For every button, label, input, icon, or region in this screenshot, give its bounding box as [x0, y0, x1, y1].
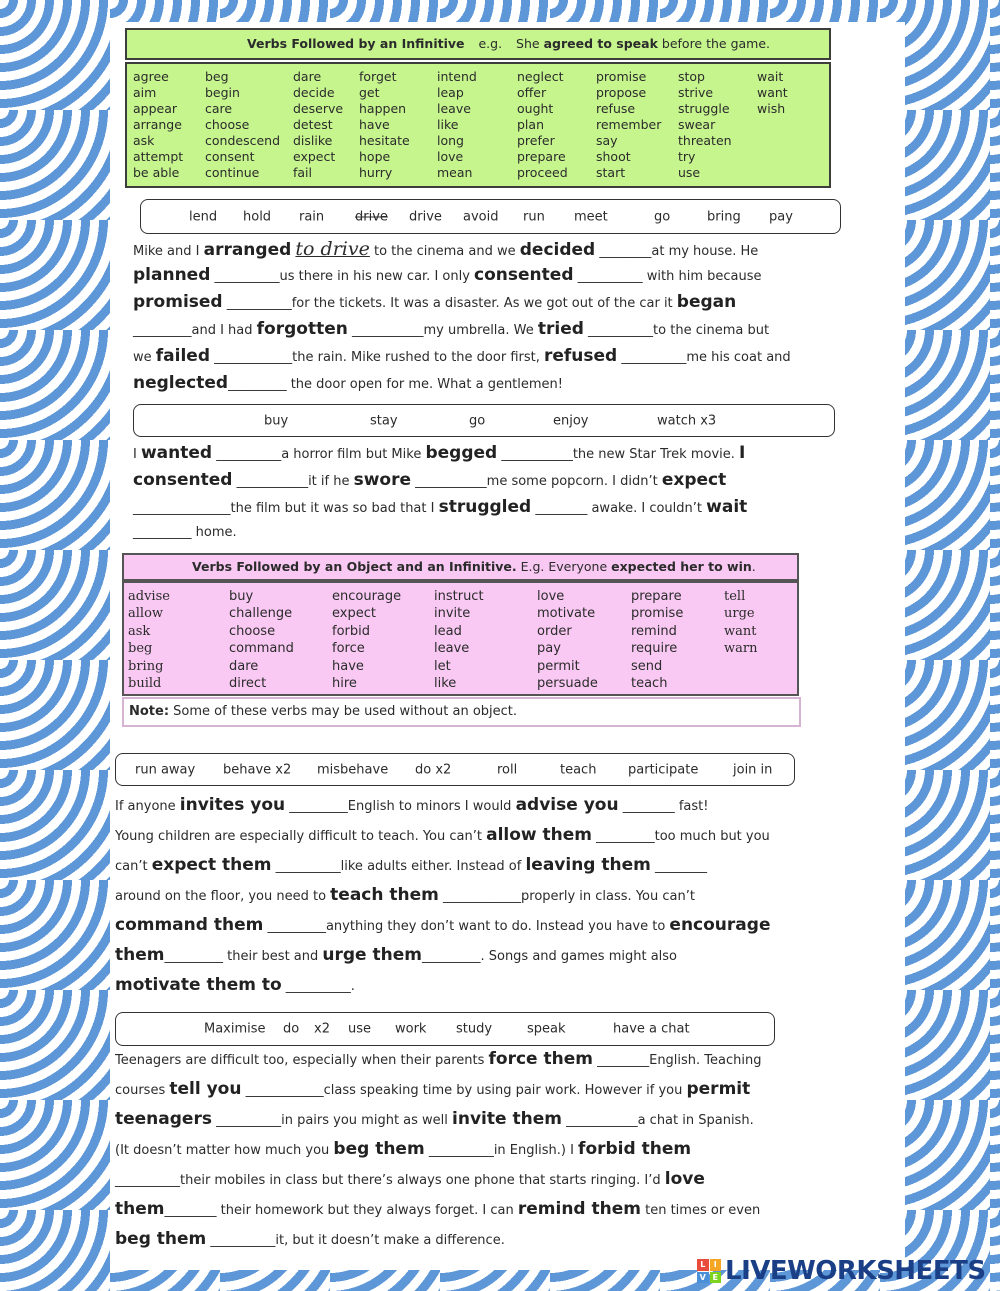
verb-item: urge: [724, 606, 755, 622]
verb-item: fail: [293, 165, 313, 180]
verb-item: like: [437, 117, 459, 132]
verb-item: leap: [437, 85, 464, 100]
verb-item: expect: [332, 606, 376, 622]
word-box-item: behave x2: [223, 762, 292, 777]
object-infinitive-verbs-title: Verbs Followed by an Object and an Infinitive. E.g. Everyone expected her to win.: [122, 553, 799, 581]
text-line: I wanted __________a horror film but Mike begged ___________the new Star Trek movie. I: [133, 443, 746, 463]
verb-column: [678, 69, 757, 181]
verb-item: arrange: [133, 117, 182, 132]
word-box-item: bring: [707, 209, 741, 224]
word-box-item: meet: [574, 209, 608, 224]
verb-item: decide: [293, 85, 335, 100]
text-line: Young children are especially difficult to teach. You can’t allow them _________too much but you: [115, 825, 770, 845]
verb-item: continue: [205, 165, 260, 180]
word-box-1: [140, 199, 841, 234]
word-box-item: use: [348, 1021, 372, 1037]
verb-item: invite: [434, 606, 471, 622]
verb-item: dare: [229, 658, 259, 674]
word-box-item: drive: [409, 209, 442, 224]
verb-item: motivate: [537, 606, 596, 622]
verb-item: intend: [437, 69, 477, 84]
liveworksheets-logo[interactable]: [697, 1256, 986, 1286]
verb-item: hope: [359, 149, 391, 164]
text-line: we failed ____________the rain. Mike rushed to the door first, refused __________me his coat and: [133, 346, 791, 366]
verb-item: choose: [205, 117, 250, 132]
word-box-item: teach: [560, 762, 597, 777]
word-box-2: [133, 404, 835, 437]
text-line: around on the floor, you need to teach them ____________properly in class. You can’t: [115, 885, 695, 905]
word-box-item: watch x3: [657, 413, 717, 428]
verb-item: allow: [128, 606, 164, 622]
verb-item: forbid: [332, 623, 370, 639]
verb-item: condescend: [205, 133, 280, 148]
text-line: _______________the film but it was so bad that I struggled ________ awake. I couldn’t wait: [133, 497, 748, 517]
verb-item: want: [724, 623, 757, 639]
verb-item: bring: [128, 658, 164, 674]
verb-column: [437, 69, 517, 181]
verb-column: [359, 69, 437, 181]
verb-column: [537, 588, 631, 692]
verb-column: [229, 588, 332, 692]
text-line: consented ___________it if he swore ___________me some popcorn. I didn’t expect: [133, 470, 727, 490]
verb-item: consent: [205, 149, 255, 164]
verb-item: love: [437, 149, 464, 164]
word-box-item: work: [395, 1021, 427, 1037]
verb-item: ask: [133, 133, 155, 148]
verb-column: [128, 588, 229, 692]
verb-item: detest: [293, 117, 333, 132]
verb-item: wait: [757, 69, 784, 84]
word-box-item-used: drive: [355, 209, 388, 224]
word-box-item: stay: [370, 413, 398, 428]
verb-item: like: [434, 675, 457, 691]
text-line: beg them __________it, but it doesn’t make a difference.: [115, 1229, 505, 1249]
verb-item: deserve: [293, 101, 344, 116]
word-box-3: [115, 753, 795, 786]
note-box: Note: Some of these verbs may be used without an object.: [122, 697, 801, 727]
verb-item: hesitate: [359, 133, 410, 148]
text-line: __________their mobiles in class but there’s always one phone that starts ringing. I’d love: [115, 1169, 705, 1189]
verb-item: lead: [434, 623, 462, 639]
verb-item: have: [332, 658, 364, 674]
text-line: courses tell you ____________class speaking time by using pair work. However if you permit: [115, 1079, 751, 1099]
verb-column: [133, 69, 205, 181]
verb-item: prefer: [517, 133, 555, 148]
word-box-4: [115, 1012, 775, 1046]
verb-column: [517, 69, 596, 181]
verb-item: aim: [133, 85, 157, 100]
verb-item: threaten: [678, 133, 732, 148]
word-box-item: Maximise: [204, 1021, 266, 1037]
text-line: (It doesn’t matter how much you beg them __________in English.) I forbid them: [115, 1139, 692, 1159]
text-line: Mike and I arranged to drive to the cinema and we decided ________at my house. He: [133, 238, 759, 260]
verb-item: begin: [205, 85, 240, 100]
verb-item: promise: [596, 69, 647, 84]
logo-mark-cell: V: [697, 1272, 709, 1284]
text-line: Teenagers are difficult too, especially when their parents force them ________English. Teaching: [115, 1049, 762, 1069]
verb-column: [724, 588, 784, 692]
verb-column: [293, 69, 359, 181]
verb-item: shoot: [596, 149, 631, 164]
logo-mark-cell: I: [710, 1259, 722, 1271]
verb-item: have: [359, 117, 390, 132]
word-box-item: go: [469, 413, 486, 428]
verb-item: remind: [631, 623, 677, 639]
verb-item: propose: [596, 85, 647, 100]
word-box-item: join in: [733, 762, 773, 777]
word-box-item: do x2: [415, 762, 452, 777]
verb-item: warn: [724, 641, 758, 657]
verb-item: ask: [128, 623, 151, 639]
verb-item: persuade: [537, 675, 598, 691]
word-box-item: lend: [189, 209, 218, 224]
logo-mark-cell: E: [710, 1272, 722, 1284]
word-box-item: run: [523, 209, 545, 224]
verb-item: forget: [359, 69, 397, 84]
verb-item: choose: [229, 623, 276, 639]
text-line: _________and I had forgotten ___________my umbrella. We tried __________to the cinema but: [133, 319, 770, 339]
verb-column: [332, 588, 434, 692]
logo-mark-icon: [697, 1259, 721, 1283]
verb-item: neglect: [517, 69, 564, 84]
text-line: command them _________anything they don’t want to do. Instead you have to encourage: [115, 915, 771, 935]
text-line: If anyone invites you _________English to minors I would advise you ________ fast!: [115, 795, 709, 815]
text-line: them________ their homework but they always forget. I can remind them ten times or even: [115, 1199, 761, 1219]
verb-item: beg: [205, 69, 229, 84]
verb-item: wish: [757, 101, 786, 116]
text-line: motivate them to __________.: [115, 975, 355, 995]
verb-item: pay: [537, 641, 561, 657]
verb-item: dare: [293, 69, 322, 84]
word-box-item: hold: [243, 209, 272, 224]
word-box-item: avoid: [463, 209, 499, 224]
verb-item: encourage: [332, 589, 402, 604]
verb-item: expect: [293, 149, 336, 164]
verb-column: [434, 588, 537, 692]
verb-item: proceed: [517, 165, 568, 180]
verb-item: teach: [631, 675, 668, 691]
verb-item: appear: [133, 101, 178, 116]
verb-item: offer: [517, 85, 547, 100]
verb-item: refuse: [596, 101, 636, 116]
text-line: planned __________us there in his new car. I only consented __________ with him because: [133, 265, 762, 285]
verb-item: remember: [596, 117, 662, 132]
verb-item: swear: [678, 117, 716, 132]
verb-item: instruct: [434, 589, 484, 604]
verb-item: attempt: [133, 149, 184, 164]
verb-item: prepare: [517, 149, 566, 164]
verb-column: [596, 69, 678, 181]
verb-item: be able: [133, 165, 180, 180]
verb-item: want: [757, 85, 788, 100]
logo-text: LIVEWORKSHEETS: [725, 1256, 986, 1286]
verb-item: long: [437, 133, 464, 148]
word-box-item: rain: [299, 209, 325, 224]
verb-item: command: [229, 641, 294, 657]
text-line: can’t expect them __________like adults either. Instead of leaving them ________: [115, 855, 708, 875]
verb-item: try: [678, 149, 696, 164]
verb-column: [631, 588, 724, 692]
verb-item: promise: [631, 606, 684, 622]
verb-item: plan: [517, 117, 544, 132]
verb-item: happen: [359, 101, 407, 116]
verb-column: [757, 69, 817, 181]
verb-item: build: [128, 675, 162, 691]
verb-item: order: [537, 623, 572, 639]
verb-item: start: [596, 165, 626, 180]
word-box-item: x2: [314, 1021, 330, 1037]
text-line: _________ home.: [133, 525, 237, 540]
verb-item: prepare: [631, 589, 682, 604]
word-box-item: have a chat: [613, 1021, 690, 1037]
infinitive-verbs-title: Verbs Followed by an Infinitive e.g. She agreed to speak before the game.: [125, 28, 831, 60]
word-box-item: pay: [769, 209, 793, 224]
verb-item: buy: [229, 589, 254, 604]
word-box-item: buy: [264, 413, 289, 428]
logo-mark-cell: L: [697, 1259, 709, 1271]
verb-item: love: [537, 589, 565, 604]
text-line: promised __________for the tickets. It was a disaster. As we got out of the car it began: [133, 292, 737, 312]
verb-item: ought: [517, 101, 554, 116]
word-box-item: enjoy: [553, 413, 589, 428]
word-box-item: study: [456, 1021, 493, 1037]
verb-item: use: [678, 165, 701, 180]
verb-item: stop: [678, 69, 705, 84]
answer-handwritten: to drive: [295, 238, 370, 260]
word-box-item: do: [283, 1021, 300, 1037]
verb-item: tell: [724, 589, 746, 604]
verb-item: direct: [229, 675, 267, 691]
verb-item: let: [434, 658, 451, 674]
verb-item: beg: [128, 641, 153, 657]
text-line: them_________ their best and urge them_________. Songs and games might also: [115, 945, 678, 965]
verb-item: mean: [437, 165, 473, 180]
verb-item: agree: [133, 69, 169, 84]
verb-item: permit: [537, 658, 580, 674]
object-infinitive-verbs-list: [122, 581, 799, 696]
verb-item: care: [205, 101, 233, 116]
verb-item: struggle: [678, 101, 730, 116]
verb-item: force: [332, 641, 365, 657]
verb-item: strive: [678, 85, 714, 100]
verb-item: dislike: [293, 133, 333, 148]
verb-column: [205, 69, 293, 181]
verb-item: say: [596, 133, 618, 148]
word-box-item: misbehave: [317, 762, 389, 777]
verb-item: hurry: [359, 165, 393, 180]
verb-item: advise: [128, 589, 170, 604]
word-box-item: roll: [497, 762, 518, 777]
verb-item: leave: [434, 641, 470, 657]
word-box-item: speak: [527, 1021, 566, 1037]
word-box-item: run away: [135, 762, 196, 777]
text-line: teenagers __________in pairs you might as well invite them ___________a chat in Spanish.: [115, 1109, 754, 1129]
verb-item: get: [359, 85, 380, 100]
text-line: neglected_________ the door open for me. What a gentlemen!: [133, 373, 564, 393]
verb-item: leave: [437, 101, 471, 116]
infinitive-verbs-list: [125, 62, 831, 188]
verb-item: send: [631, 658, 663, 674]
verb-item: require: [631, 641, 678, 657]
verb-item: challenge: [229, 606, 293, 622]
word-box-item: participate: [628, 762, 699, 777]
verb-item: hire: [332, 675, 357, 691]
word-box-item: go: [654, 209, 671, 224]
